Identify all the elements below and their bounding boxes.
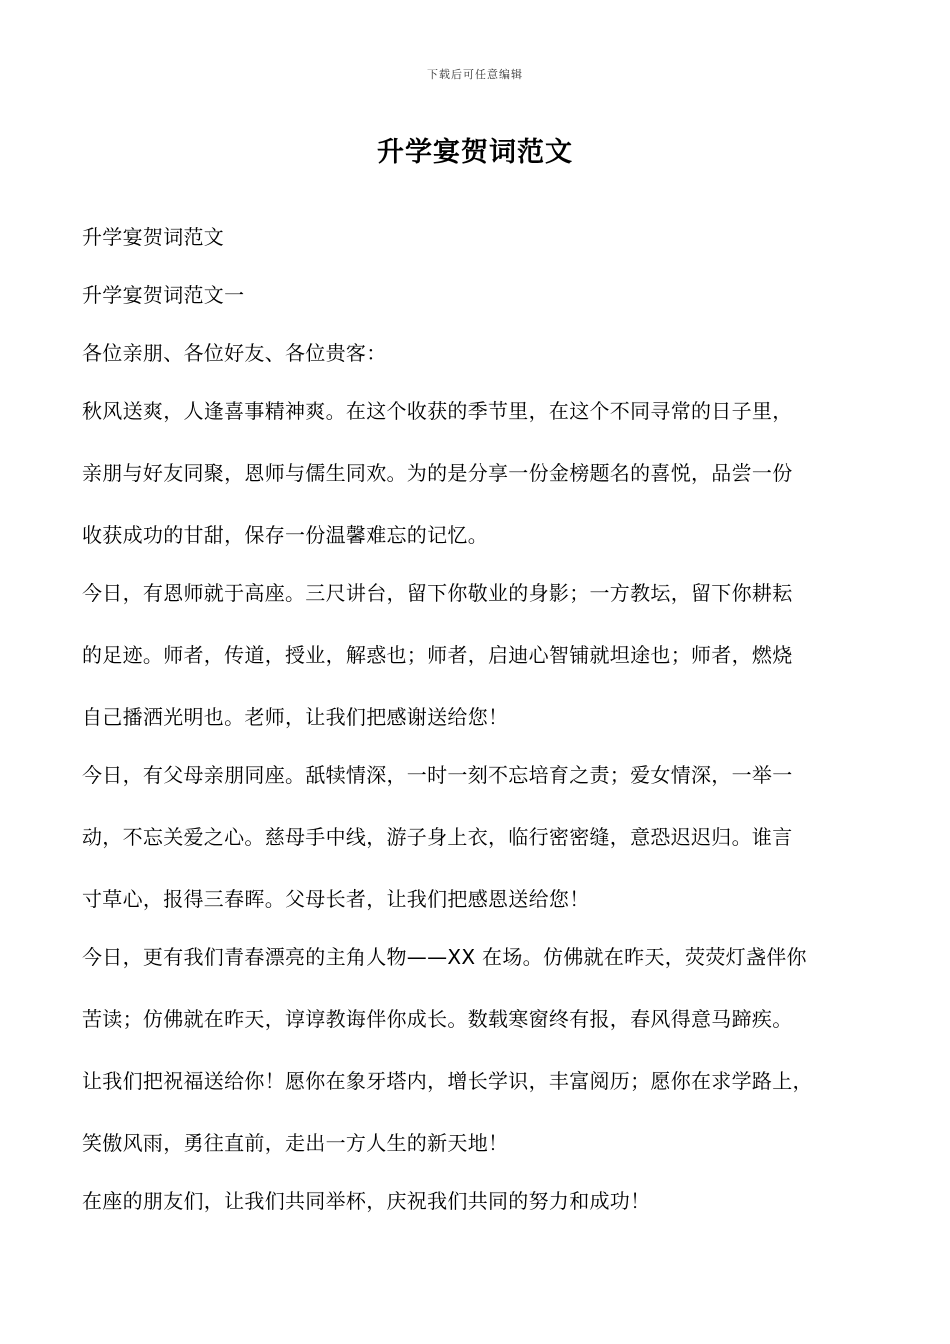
document-body xyxy=(82,220,888,1218)
text-line: 今日，有父母亲朋同座。舐犊情深，一时一刻不忘培育之责；爱女情深，一举一 xyxy=(82,763,793,787)
text-line: 在座的朋友们，让我们共同举杯，庆祝我们共同的努力和成功！ xyxy=(82,1189,651,1213)
text-line: 寸草心，报得三春晖。父母长者，让我们把感恩送给您！ xyxy=(82,887,590,911)
text-line: 苦读；仿佛就在昨天，谆谆教诲伴你成长。数载寒窗终有报，春风得意马蹄疾。 xyxy=(82,1007,793,1031)
header-note: 下载后可任意编辑 xyxy=(427,68,523,81)
text-line: 亲朋与好友同聚，恩师与儒生同欢。为的是分享一份金榜题名的喜悦，品尝一份 xyxy=(82,461,793,485)
text-line: 自己播洒光明也。老师，让我们把感谢送给您！ xyxy=(82,705,509,729)
text-line: 笑傲风雨，勇往直前，走出一方人生的新天地！ xyxy=(82,1131,509,1155)
text-line: 收获成功的甘甜，保存一份温馨难忘的记忆。 xyxy=(82,523,488,547)
text-line: 的足迹。师者，传道，授业，解惑也；师者，启迪心智铺就坦途也；师者，燃烧 xyxy=(82,643,793,667)
text-line: 各位亲朋、各位好友、各位贵客： xyxy=(82,341,387,365)
text-line: 今日，有恩师就于高座。三尺讲台，留下你敬业的身影；一方教坛，留下你耕耘 xyxy=(82,581,793,605)
text-line: 秋风送爽，人逢喜事精神爽。在这个收获的季节里，在这个不同寻常的日子里， xyxy=(82,399,793,423)
text-line: 升学宴贺词范文 xyxy=(82,225,225,249)
text-line: 动，不忘关爱之心。慈母手中线，游子身上衣，临行密密缝，意恐迟迟归。谁言 xyxy=(82,825,793,849)
text-line: 今日，更有我们青春漂亮的主角人物——XX 在场。仿佛就在昨天，荧荧灯盏伴你 xyxy=(82,945,807,969)
text-line: 升学宴贺词范文一 xyxy=(82,283,245,307)
document-title: 升学宴贺词范文 xyxy=(377,137,573,168)
text-line: 让我们把祝福送给你！愿你在象牙塔内，增长学识，丰富阅历；愿你在求学路上， xyxy=(82,1069,813,1093)
